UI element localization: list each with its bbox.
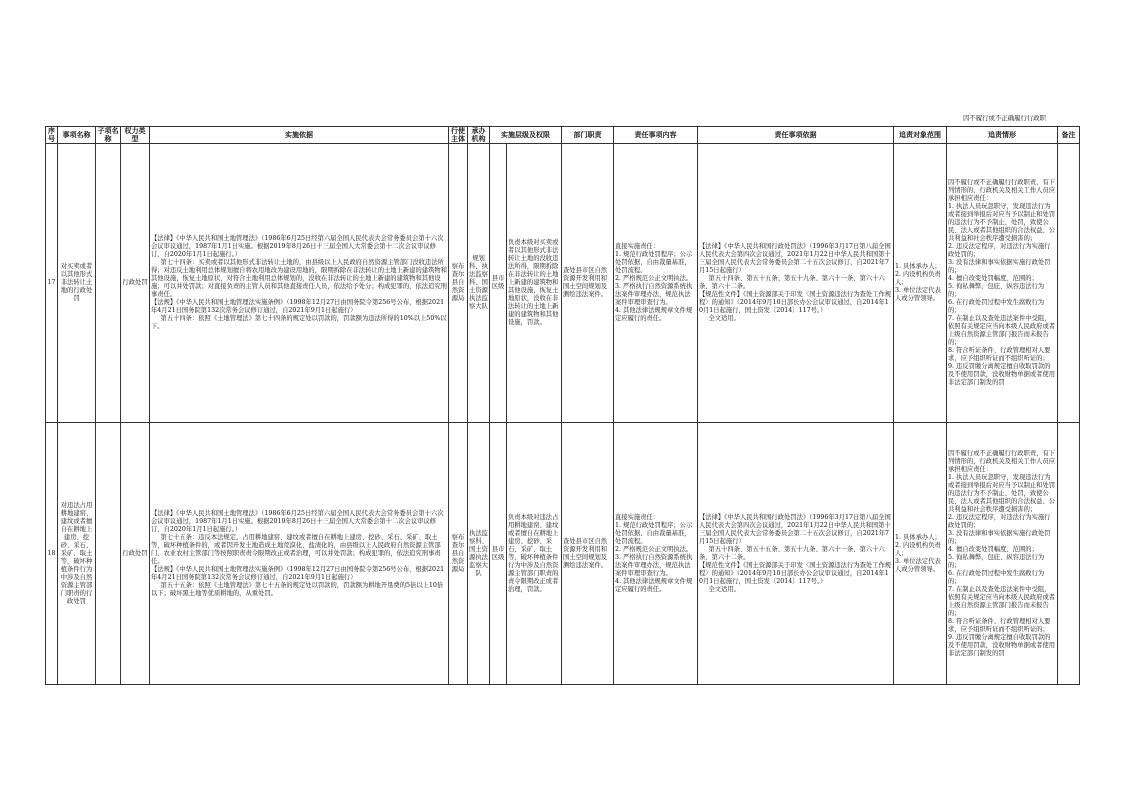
cell-sub bbox=[96, 423, 121, 685]
header-note: 备注 bbox=[1058, 127, 1080, 144]
cell-subject: 察布查尔县自然资源局 bbox=[449, 144, 468, 423]
scope-line: 1. 具体承办人； bbox=[895, 533, 941, 541]
cell-type: 行政处罚 bbox=[121, 144, 150, 423]
cell-content bbox=[614, 144, 698, 423]
cell-basis bbox=[150, 423, 449, 685]
cell-dept: 查处县市区自然资源开发利用和国土空间规划及测绘违法案件。 bbox=[562, 144, 614, 423]
cell-content bbox=[614, 423, 698, 685]
content-line: 2. 严格规范公正文明执法。 bbox=[615, 275, 693, 282]
header-type: 权力类型 bbox=[121, 127, 150, 144]
cell-no: 17 bbox=[46, 144, 58, 423]
scope-line: 2. 内设机构负责人； bbox=[895, 271, 941, 286]
cell-cbasis bbox=[698, 423, 894, 685]
situation-line: 1. 执法人员玩忽职守，发现违法行为或者接到举报后对应当予以制止和处罚的违法行为不予制止、处罚，致使公民、法人或者其他组织的合法权益、公共利益和社会秩序遭受损害的； bbox=[948, 473, 1056, 513]
header-no: 序号 bbox=[46, 127, 58, 144]
header-content: 责任事项内容 bbox=[614, 127, 698, 144]
cbasis-line: 全文适用。 bbox=[708, 315, 740, 322]
cell-name: 对买卖或者以其他形式非法转让土地的行政处罚 bbox=[58, 144, 96, 423]
situation-line: 3. 没有法律和事实依据实施行政处罚的； bbox=[948, 259, 1051, 274]
cell-sub bbox=[96, 144, 121, 423]
cell-scope bbox=[894, 423, 947, 685]
header-scope: 追责对象范围 bbox=[894, 127, 947, 144]
cell-cbasis bbox=[698, 144, 894, 423]
situation-line: 7. 在制止以及查处违法案件中受阻，依照有关规定应当向本级人民政府或者上级自然资源主管部门报告而未报告的； bbox=[948, 585, 1056, 617]
content-line: 直接实施责任： bbox=[615, 513, 660, 521]
header-basis: 实施依据 bbox=[150, 127, 449, 144]
cell-situation bbox=[947, 423, 1058, 685]
table-row bbox=[46, 423, 1080, 685]
cell-type: 行政处罚 bbox=[121, 423, 150, 685]
basis-line: 【法规】《中华人民共和国土地管理法实施条例》（1998年12月27日由国务院令第256号公布，根据2021年4月21日国务院第132次常务会议修订通过，自2021年9月1日起施行） bbox=[151, 299, 445, 314]
cell-duty: 负责本级对买卖或者以其他形式非法转让土地的没收违法所得，限期拆除在非法转让的土地上新建的建筑物和其他设施，恢复土地原状，没收在非法转让的土地上新建的建筑物和其他设施，罚款。 bbox=[507, 144, 562, 423]
header-name: 事项名称 bbox=[58, 127, 96, 144]
basis-line: 第五十四条：依照《土地管理法》第七十四条的规定处以罚款的，罚款额为违法所得的10%以上50%以下。 bbox=[151, 315, 447, 330]
situation-line: 因不履行或不正确履行行政职责，有下列情形的，行政机关及相关工作人员应承担相应责任： bbox=[948, 179, 1056, 202]
scope-line: 3. 单位法定代表人或分管领导。 bbox=[895, 287, 941, 302]
header-cbasis: 责任事项依据 bbox=[698, 127, 894, 144]
situation-line: 2. 违反法定程序，对违法行为实施行政处罚的； bbox=[948, 243, 1051, 258]
situation-line: 8. 符合听证条件、行政管理相对人要求，应予组织听证而不组织听证的； bbox=[948, 347, 1051, 362]
header-row bbox=[46, 127, 1080, 144]
situation-line: 9. 违反罚缴分离规定擅自收取罚款的及不使用罚款，没收财物单据或者使用非法定部门制发的罚 bbox=[948, 363, 1056, 386]
table-row bbox=[46, 144, 1080, 423]
situation-line: 1. 执法人员玩忽职守，发现违法行为或者接到举报后对应当予以制止和处罚的违法行为不予制止、处罚，致使公民、法人或者其他组织的合法权益、公共利益和社会秩序遭受损害的； bbox=[948, 203, 1056, 242]
situation-line: 5. 徇私舞弊，包庇、纵容违法行为的； bbox=[948, 553, 1045, 569]
content-line: 2. 严格规范公正文明执法。 bbox=[615, 545, 693, 553]
cell-name: 对违法占用耕地建窑、建坟或者擅自在耕地上建房、挖砂、采石、采矿、取土等，破坏种植条件行为中涉及自然资源主管部门职责的行政处罚 bbox=[58, 423, 96, 685]
situation-line: 6. 在行政处罚过程中发生腐败行为的； bbox=[948, 569, 1045, 585]
situation-line: 2. 违反法定程序，对违法行为实施行政处罚的； bbox=[948, 513, 1051, 529]
basis-line: 【法律】《中华人民共和国土地管理法》（1986年6月25日经第六届全国人民代表大会常务委员会第十六次会议审议通过，1987年1月1日实施。根据2019年8月26日十三届全国人大常委会第十二次会议审议修订，自2020年1月1日起施行。） bbox=[151, 509, 444, 533]
situation-line: 8. 符合听证条件、行政管理相对人要求，应予组织听证而不组织听证的； bbox=[948, 617, 1051, 633]
content-line: 1. 规范行政处罚程序；公示处罚依据、自由裁量基准，处罚流程。 bbox=[615, 521, 693, 545]
cell-agency: 规划科、执法监察科、国土资源执法监察大队 bbox=[468, 144, 490, 423]
cell-note bbox=[1058, 423, 1080, 685]
scope-line: 2. 内设机构负责人； bbox=[895, 541, 941, 557]
situation-line: 9. 违反罚缴分离规定擅自收取罚款的及不使用罚款，没收财物单据或者使用非法定部门制发的罚 bbox=[948, 633, 1056, 657]
carryover-text: 因不履行或不正确履行行政职 bbox=[963, 115, 1047, 122]
situation-line: 因不履行或不正确履行行政职责，有下列情形的，行政机关及相关工作人员应承担相应责任： bbox=[948, 449, 1056, 473]
header-dept: 部门职责 bbox=[562, 127, 614, 144]
cbasis-line: 第五十四条、第五十五条、第五十九条、第六十一条、第六十六条、第六十二条。 bbox=[699, 545, 885, 561]
cell-no: 18 bbox=[46, 423, 58, 685]
content-line: 3. 严格执行自然资源系统执法案件审理办法，规范执法案件审理审查行为。 bbox=[615, 283, 693, 306]
cell-duty: 负责本级对违法占用耕地建窑、建坟或者擅自在耕地上建房、挖砂、采石、采矿、取土等，破坏种植条件行为中涉及自然资源主管部门职责的责令限期改正或者治理，罚款。 bbox=[507, 423, 562, 685]
cell-basis bbox=[150, 144, 449, 423]
content-line: 直接实施责任： bbox=[615, 243, 660, 250]
header-agency: 承办机构 bbox=[468, 127, 490, 144]
header-sub: 子项名称 bbox=[97, 127, 119, 143]
cbasis-line: 【法律】《中华人民共和国行政处罚法》（1996年3月17日第八届全国人民代表大会第四次会议通过，2021年1月22日中华人民共和国第十三届全国人民代表大会常务委员会第二十五次会议修订，自2021年7月15日起施行） bbox=[699, 513, 891, 545]
cbasis-line: 【规范性文件】《国土资源部关于印发〈国土资源违法行为查处工作规程〉的通知》（2014年9月10日部长办公会议审议通过，自2014年10月1日起施行，国土资发〔2014〕117号。） bbox=[699, 291, 892, 314]
responsibility-table bbox=[45, 126, 1080, 685]
content-line: 4. 其他法律法规规章文件规定应履行的责任。 bbox=[615, 577, 693, 593]
basis-line: 第五十五条：依照《土地管理法》第七十五条的规定处以罚款的，罚款额为耕地开垦费的5倍以上10倍以下；破坏黑土地等优质耕地的，从重处罚。 bbox=[151, 581, 444, 597]
cell-dept: 查处县市区自然资源开发利用和国土空间规划及测绘违法案件。 bbox=[562, 423, 614, 685]
cbasis-line: 【法律】《中华人民共和国行政处罚法》（1996年3月17日第八届全国人民代表大会第四次会议通过，2021年1月22日中华人民共和国第十三届全国人民代表大会常务委员会第二十五次会议修订，自2021年7月15日起施行） bbox=[699, 243, 891, 274]
content-line: 4. 其他法律法规规章文件规定应履行的责任。 bbox=[615, 307, 693, 322]
situation-line: 7. 在制止以及查处违法案件中受阻，依照有关规定应当向本级人民政府或者上级自然资源主管部门报告而未报告的； bbox=[948, 315, 1056, 346]
situation-line: 6. 在行政处罚过程中发生腐败行为的； bbox=[948, 299, 1045, 314]
scope-line: 1. 具体承办人； bbox=[895, 263, 941, 270]
situation-line: 4. 擅自改变处罚幅度、范围的； bbox=[948, 275, 1038, 282]
basis-line: 【法律】《中华人民共和国土地管理法》（1986年6月25日经第六届全国人民代表大会常务委员会第十六次会议审议通过，1987年1月1日实施。根据2019年8月26日十三届全国人大常委会第十二次会议审议修订，自2020年1月1日起施行。） bbox=[151, 235, 444, 258]
cell-situation bbox=[947, 144, 1058, 423]
content-line: 1. 规范行政处罚程序；公示处罚依据、自由裁量基准，处罚流程。 bbox=[615, 251, 693, 274]
scope-line: 3. 单位法定代表人或分管领导。 bbox=[895, 557, 941, 573]
basis-line: 第七十五条：违反本法规定，占用耕地建窑、建坟或者擅自在耕地上建房、挖砂、采石、采矿、取土等，破坏种植条件的，或者因开发土地造成土地荒漠化、盐渍化的，由县级以上人民政府自然资源主管部门、农业农村主管部门等按照职责责令限期改正或者治理，可以并处罚款；构成犯罪的，依法追究刑事责任。 bbox=[151, 533, 441, 565]
cbasis-line: 全文适用。 bbox=[708, 585, 740, 593]
content-line: 3. 严格执行自然资源系统执法案件审理办法，规范执法案件审理审查行为。 bbox=[615, 553, 693, 577]
header-situation: 追责情形 bbox=[947, 127, 1058, 144]
cell-level: 县市区级 bbox=[490, 423, 507, 685]
cbasis-line: 第五十四条、第五十五条、第五十九条、第六十一条、第六十六条、第六十二条。 bbox=[699, 275, 885, 290]
situation-line: 3. 没有法律和事实依据实施行政处罚的； bbox=[948, 529, 1051, 545]
header-level: 实施层级及权限 bbox=[490, 127, 562, 144]
situation-line: 4. 擅自改变处罚幅度、范围的； bbox=[948, 545, 1038, 553]
basis-line: 第七十四条：买卖或者以其他形式非法转让土地的，由县级以上人民政府自然资源主管部门没收违法所得；对违反土地利用总体规划擅自将农用地改为建设用地的，限期拆除在非法转让的土地上新建的建筑物和其他设施，恢复土地原状，对符合土地利用总体规划的，没收在非法转让的土地上新建的建筑物和其他设施；可以并处罚款；对直接负责的主管人员和其他直接责任人员，依法给予处分；构成犯罪的，依法追究刑事责任。 bbox=[151, 259, 447, 298]
cell-scope bbox=[894, 144, 947, 423]
cell-level: 县市区级 bbox=[490, 144, 507, 423]
cell-subject: 察布查尔县自然资源局 bbox=[449, 423, 468, 685]
cell-agency: 执法监察科、国土资源执法监察大队 bbox=[468, 423, 490, 685]
header-subject: 行使主体 bbox=[449, 127, 468, 144]
basis-line: 【法规】《中华人民共和国土地管理法实施条例》（1998年12月27日由国务院令第256号公布，根据2021年4月21日国务院第132次常务会议修订通过，自2021年9月1日起施行） bbox=[151, 565, 445, 581]
cell-note bbox=[1058, 144, 1080, 423]
situation-line: 5. 徇私舞弊，包庇、纵容违法行为的； bbox=[948, 283, 1045, 298]
cbasis-line: 【规范性文件】《国土资源部关于印发〈国土资源违法行为查处工作规程〉的通知》（2014年9月10日部长办公会议审议通过，自2014年10月1日起施行，国土资发〔2014〕117号。） bbox=[699, 561, 892, 585]
